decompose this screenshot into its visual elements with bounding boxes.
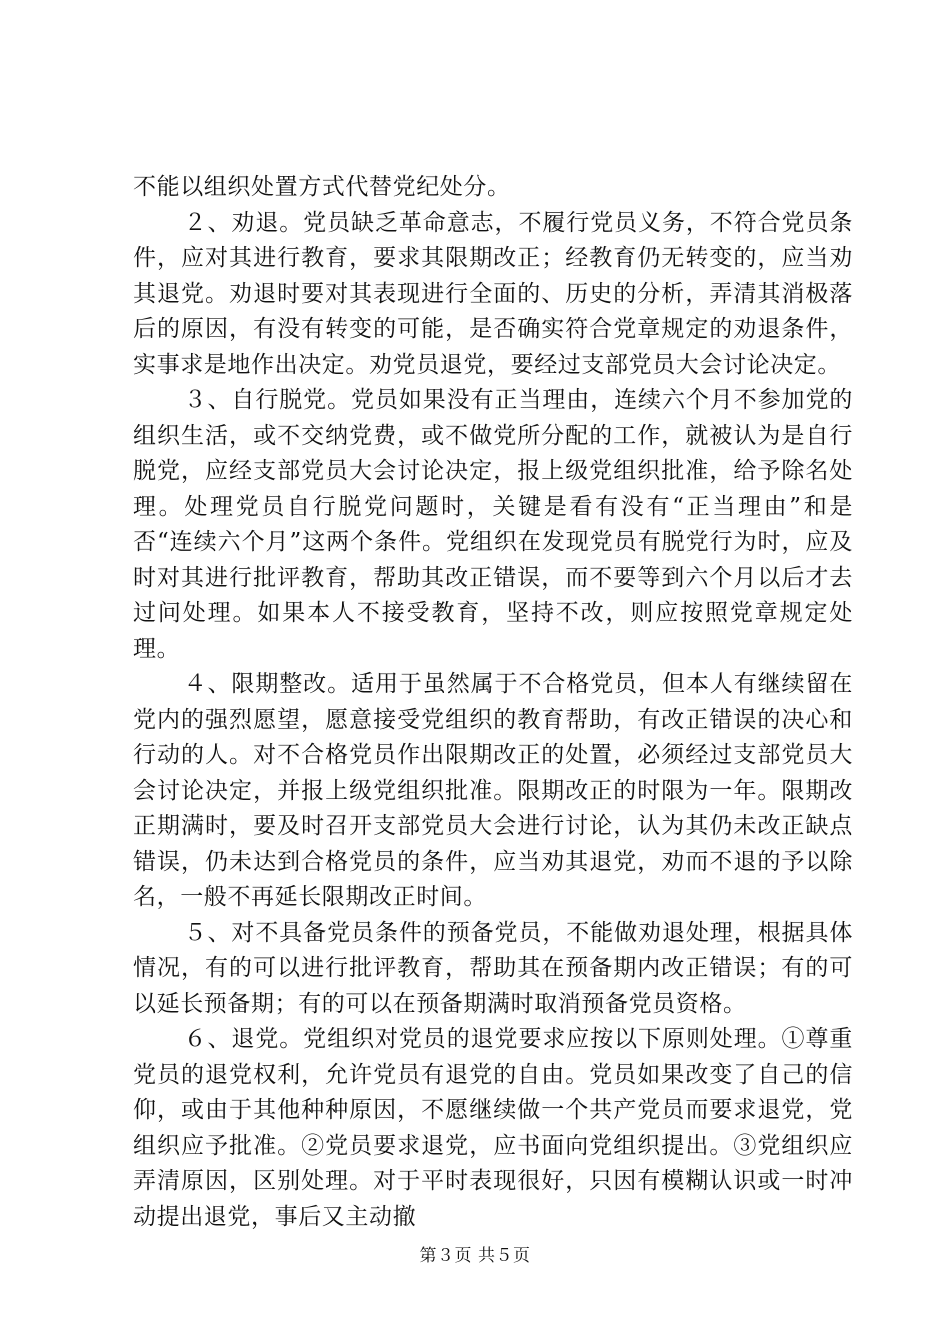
paragraph-item-5-probationary: ５、对不具备党员条件的预备党员，不能做劝退处理，根据具体情况，有的可以进行批评教育，帮助其在预备期内改正错误；有的可以延长预备期；有的可以在预备期满时取消预备党员资格。 [133, 919, 853, 1017]
paragraph-item-2-quit-persuasion: ２、劝退。党员缺乏革命意志，不履行党员义务，不符合党员条件，应对其进行教育，要求其限期改正；经教育仍无转变的，应当劝其退党。劝退时要对其表现进行全面的、历史的分析，弄清其消极落后的原因，有没有转变的可能，是否确实符合党章规定的劝退条件，实事求是地作出决定。劝党员退党，要经过支部党员大会讨论决定。 [133, 209, 853, 378]
body-text [133, 170, 853, 1235]
page-number-footer: 第３页 共５页 [419, 1246, 531, 1266]
paragraph-continuation: 不能以组织处置方式代替党纪处分。 [133, 174, 511, 200]
paragraph-item-3-self-withdrawal: ３、自行脱党。党员如果没有正当理由，连续六个月不参加党的组织生活，或不交纳党费，或不做党所分配的工作，就被认为是自行脱党，应经支部党员大会讨论决定，报上级党组织批准，给予除名处理。处理党员自行脱党问题时，关键是看有没有“正当理由”和是否“连续六个月”这两个条件。党组织在发现党员有脱党行为时，应及时对其进行批评教育，帮助其改正错误，而不要等到六个月以后才去过问处理。如果本人不接受教育，坚持不改，则应按照党章规定处理。 [133, 387, 853, 662]
paragraph-item-4-rectification: ４、限期整改。适用于虽然属于不合格党员，但本人有继续留在党内的强烈愿望，愿意接受党组织的教育帮助，有改正错误的决心和行动的人。对不合格党员作出限期改正的处置，必须经过支部党员大会讨论决定，并报上级党组织批准。限期改正的时限为一年。限期改正期满时，要及时召开支部党员大会进行讨论，认为其仍未改正缺点错误，仍未达到合格党员的条件，应当劝其退党，劝而不退的予以除名，一般不再延长限期改正时间。 [133, 671, 853, 910]
paragraph-item-6-withdrawal: ６、退党。党组织对党员的退党要求应按以下原则处理。①尊重党员的退党权利，允许党员有退党的自由。党员如果改变了自己的信仰，或由于其他种种原因，不愿继续做一个共产党员而要求退党，党组织应予批准。②党员要求退党，应书面向党组织提出。③党组织应弄清原因，区别处理。对于平时表现很好，只因有模糊认识或一时冲动提出退党，事后又主动撤 [133, 1026, 853, 1230]
